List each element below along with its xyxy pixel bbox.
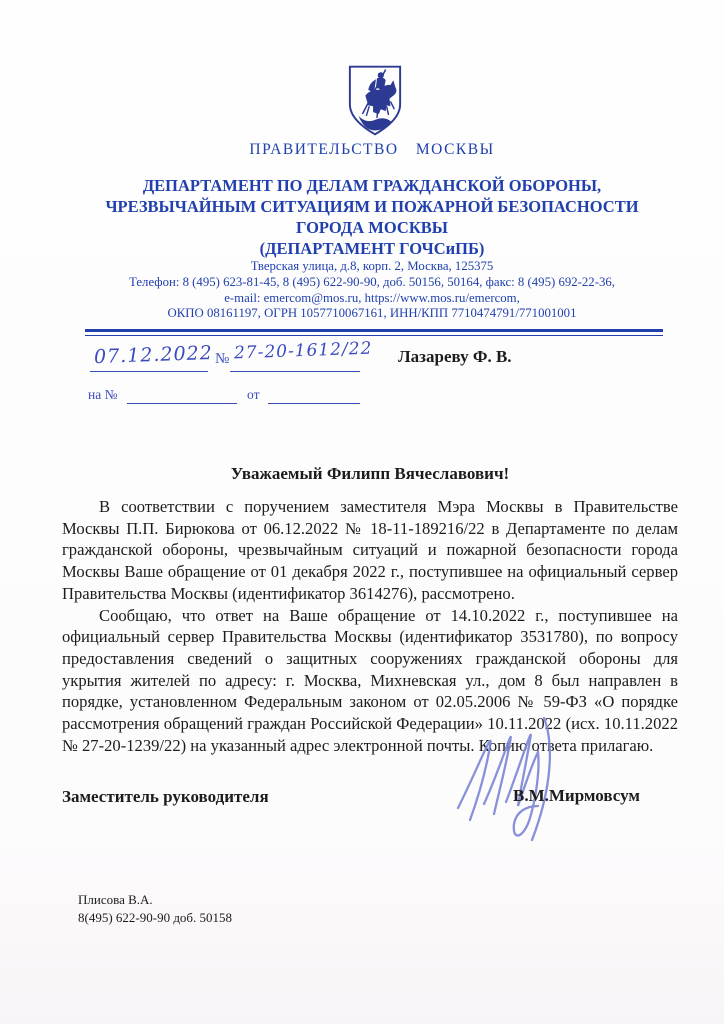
contact-block xyxy=(22,259,722,322)
executor-phone: 8(495) 622-90-90 доб. 50158 xyxy=(78,910,233,925)
in-reply-number-underline xyxy=(127,402,237,404)
executor-name: Плисова В.А. xyxy=(78,892,153,907)
outgoing-number-underline xyxy=(230,370,360,372)
letterhead-divider-rule xyxy=(85,329,663,336)
contact-phones: Телефон: 8 (495) 623-81-45, 8 (495) 622-90-90, доб. 50156, 50164, факс: 8 (495) 692-22-36, xyxy=(129,274,615,289)
number-sign: № xyxy=(215,351,230,367)
handwritten-outgoing-date: 07.12.2022 xyxy=(93,341,214,369)
in-reply-date-label: от xyxy=(247,387,260,402)
body-paragraph-1: В соответствии с поручением заместителя Мэра Москвы в Правительстве Москвы П.П. Бирюкова от 06.12.2022 № 18-11-189216/22 в Департаменте по делам гражданской обороны, чрезвычайным ситуаций и пожарной безопасности города Москвы Ваше обращение от 01 декабря 2022 г., поступившее на официальный сервер Правительства Москвы (идентификатор 3614276), рассмотрено. xyxy=(62,497,678,603)
contact-address: Тверская улица, д.8, корп. 2, Москва, 125375 xyxy=(250,259,494,273)
department-name-line: (ДЕПАРТАМЕНТ ГОЧСиПБ) xyxy=(259,239,485,258)
body-paragraph-2: Сообщаю, что ответ на Ваше обращение от 14.10.2022 г., поступившее на официальный сервер Правительства Москвы (идентификатор 3531780), по вопросу предоставления сведений о защитных сооружениях гражданской обороны для укрытия жителей по адресу: г. Москва, Михневская ул., дом 8 был направлен в порядке, установленном Федеральным законом от 02.05.2006 № 59-ФЗ «О порядке рассмотрения обращений граждан Российской Федерации» 10.11.2022 (исх. 10.11.2022 № 27-20-1239/22) на указанный адрес электронной почты. Копию ответа прилагаю. xyxy=(62,605,678,755)
contact-registration-codes: ОКПО 08161197, ОГРН 1057710067161, ИНН/КПП 7710474791/771001001 xyxy=(167,306,577,321)
in-reply-number-label: на № xyxy=(88,387,118,402)
signer-name: В.М.Мирмовсум xyxy=(513,786,640,805)
government-title: ПРАВИТЕЛЬСТВО МОСКВЫ xyxy=(249,141,495,158)
signer-position-title: Заместитель руководителя xyxy=(62,787,269,806)
department-name-line: ЧРЕЗВЫЧАЙНЫМ СИТУАЦИЯМ И ПОЖАРНОЙ БЕЗОПАСНОСТИ xyxy=(105,197,639,216)
salutation: Уважаемый Филипп Вячеславович! xyxy=(230,464,510,483)
department-name-line: ГОРОДА МОСКВЫ xyxy=(295,218,448,237)
outgoing-date-underline xyxy=(90,370,208,372)
handwritten-signature xyxy=(452,712,602,844)
addressee-name: Лазареву Ф. В. xyxy=(398,347,512,366)
handwritten-outgoing-number: 27-20-1612/22 xyxy=(233,338,373,364)
in-reply-date-underline xyxy=(268,402,360,404)
moscow-coat-of-arms-icon xyxy=(346,63,404,138)
contact-email-web: e-mail: emercom@mos.ru, https://www.mos.ru/emercom, xyxy=(224,290,520,305)
department-name xyxy=(22,175,722,259)
department-name-line: ДЕПАРТАМЕНТ ПО ДЕЛАМ ГРАЖДАНСКОЙ ОБОРОНЫ, xyxy=(142,176,602,195)
